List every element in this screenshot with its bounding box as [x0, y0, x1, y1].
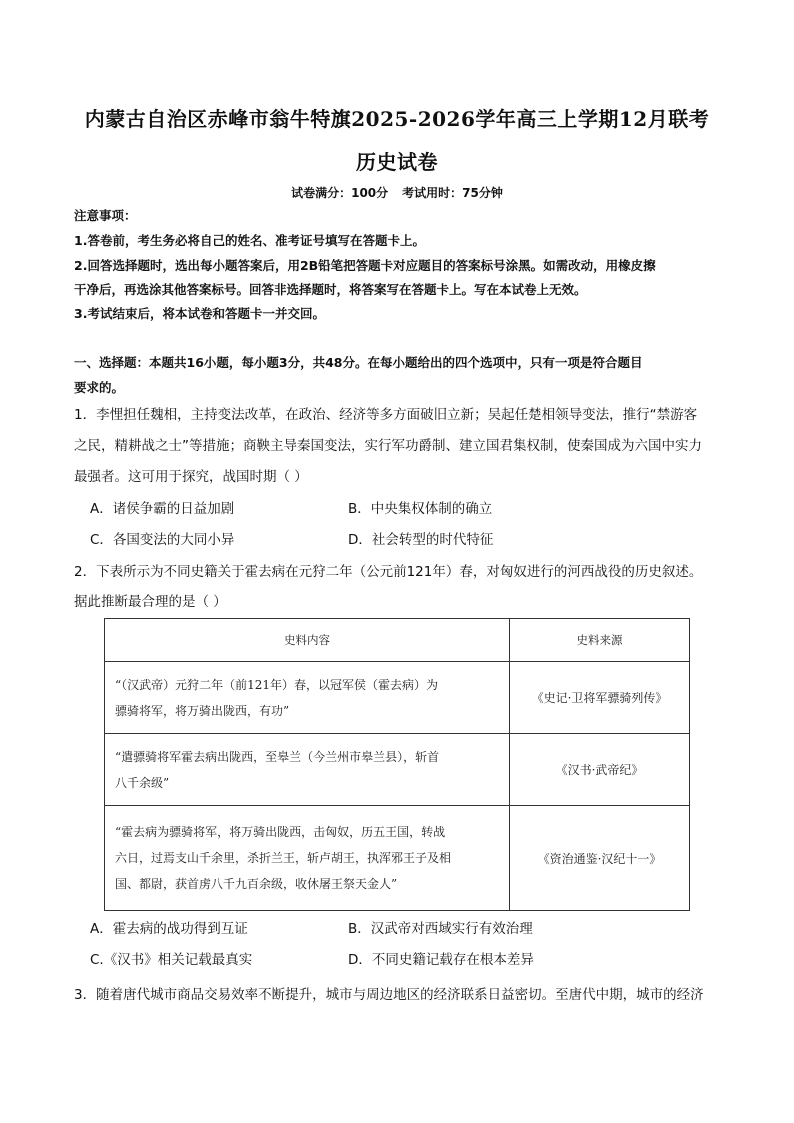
subject-title: 历史试卷	[356, 150, 438, 174]
content-line: 六日，过焉支山千余里，杀折兰王，斩卢胡王，执浑邪王子及相	[115, 851, 452, 865]
row-content	[105, 734, 510, 806]
q3-stem-line-1: 3．随着唐代城市商品交易效率不断提升，城市与周边地区的经济联系日益密切。至唐代中期，城市的经济	[74, 987, 704, 1003]
notice-item-2-line-2: 干净后，再选涂其他答案标号。回答非选择题时，将答案写在答题卡上。写在本试卷上无效。	[74, 282, 587, 297]
header-source: 史料来源	[510, 619, 690, 662]
header-content: 史料内容	[105, 619, 510, 662]
q2-stem-line-2: 据此推断最合理的是（ ）	[74, 594, 227, 610]
content-line: “遣骠骑将军霍去病出陇西，至皋兰（今兰州市皋兰县），斩首	[115, 749, 440, 764]
q2-stem-line-1: 2．下表所示为不同史籍关于霍去病在元狩二年（公元前121年）春，对匈奴进行的河西战役的历史叙述。	[74, 564, 703, 580]
notice-item-1: 1.答卷前，考生务必将自己的姓名、准考证号填写在答题卡上。	[74, 233, 425, 248]
q1-option-a: A．诸侯争霸的日益加剧	[90, 501, 235, 517]
row-source: 《资治通鉴·汉纪十一》	[510, 806, 690, 911]
content-line: “霍去病为骠骑将军，将万骑出陇西，击匈奴，历五王国，转战	[115, 825, 446, 839]
full-score: 试卷满分：100分	[291, 186, 389, 200]
q1-option-b: B．中央集权体制的确立	[348, 501, 493, 517]
row-source: 《史记·卫将军骠骑列传》	[510, 662, 690, 734]
table-row	[105, 734, 690, 806]
section-heading-line-1: 一、选择题：本题共16小题，每小题3分，共48分。在每小题给出的四个选项中，只有一项是符合题目	[74, 355, 643, 370]
q1-option-d: D．社会转型的时代特征	[348, 532, 494, 548]
row-content	[105, 662, 510, 734]
row-content	[105, 806, 510, 911]
q1-option-c: C．各国变法的大同小异	[90, 532, 235, 548]
q2-option-a: A．霍去病的战功得到互证	[90, 921, 248, 937]
content-line: “（汉武帝）元狩二年（前121年）春，以冠军侯（霍去病）为	[115, 677, 439, 692]
exam-title: 内蒙古自治区赤峰市翁牛特旗2025-2026学年高三上学期12月联考	[84, 107, 710, 131]
q2-option-c: C.《汉书》相关记载最真实	[90, 952, 253, 968]
exam-time: 考试用时：75分钟	[402, 186, 503, 200]
q1-stem-line-2: 之民，精耕战之士”等措施；商鞅主导秦国变法，实行军功爵制、建立国君集权制，使秦国成为六国中实力	[74, 438, 702, 454]
table-header-row	[105, 619, 690, 662]
q1-stem-line-3: 最强者。这可用于探究，战国时期（ ）	[74, 469, 308, 485]
table-row	[105, 662, 690, 734]
q1-stem-line-1: 1．李悝担任魏相，主持变法改革，在政治、经济等多方面破旧立新；吴起任楚相领导变法，推行“禁游客	[74, 407, 698, 423]
row-source: 《汉书·武帝纪》	[510, 734, 690, 806]
notice-item-3: 3.考试结束后，将本试卷和答题卡一并交回。	[74, 306, 325, 321]
exam-meta	[0, 184, 794, 201]
section-heading-line-2: 要求的。	[74, 380, 125, 395]
content-line: 八千余级”	[115, 775, 170, 790]
q2-option-d: D．不同史籍记载存在根本差异	[348, 952, 534, 968]
content-line: 骠骑将军，将万骑出陇西，有功”	[115, 703, 290, 718]
source-table	[104, 618, 690, 911]
notice-item-2-line-1: 2.回答选择题时，选出每小题答案后，用2B铅笔把答题卡对应题目的答案标号涂黑。如需改动，用橡皮擦	[74, 258, 656, 273]
q2-option-b: B．汉武帝对西域实行有效治理	[348, 921, 533, 937]
notice-heading: 注意事项：	[74, 208, 137, 223]
content-line: 国、都尉，获首虏八千九百余级，收休屠王祭天金人”	[115, 877, 398, 891]
table-row	[105, 806, 690, 911]
